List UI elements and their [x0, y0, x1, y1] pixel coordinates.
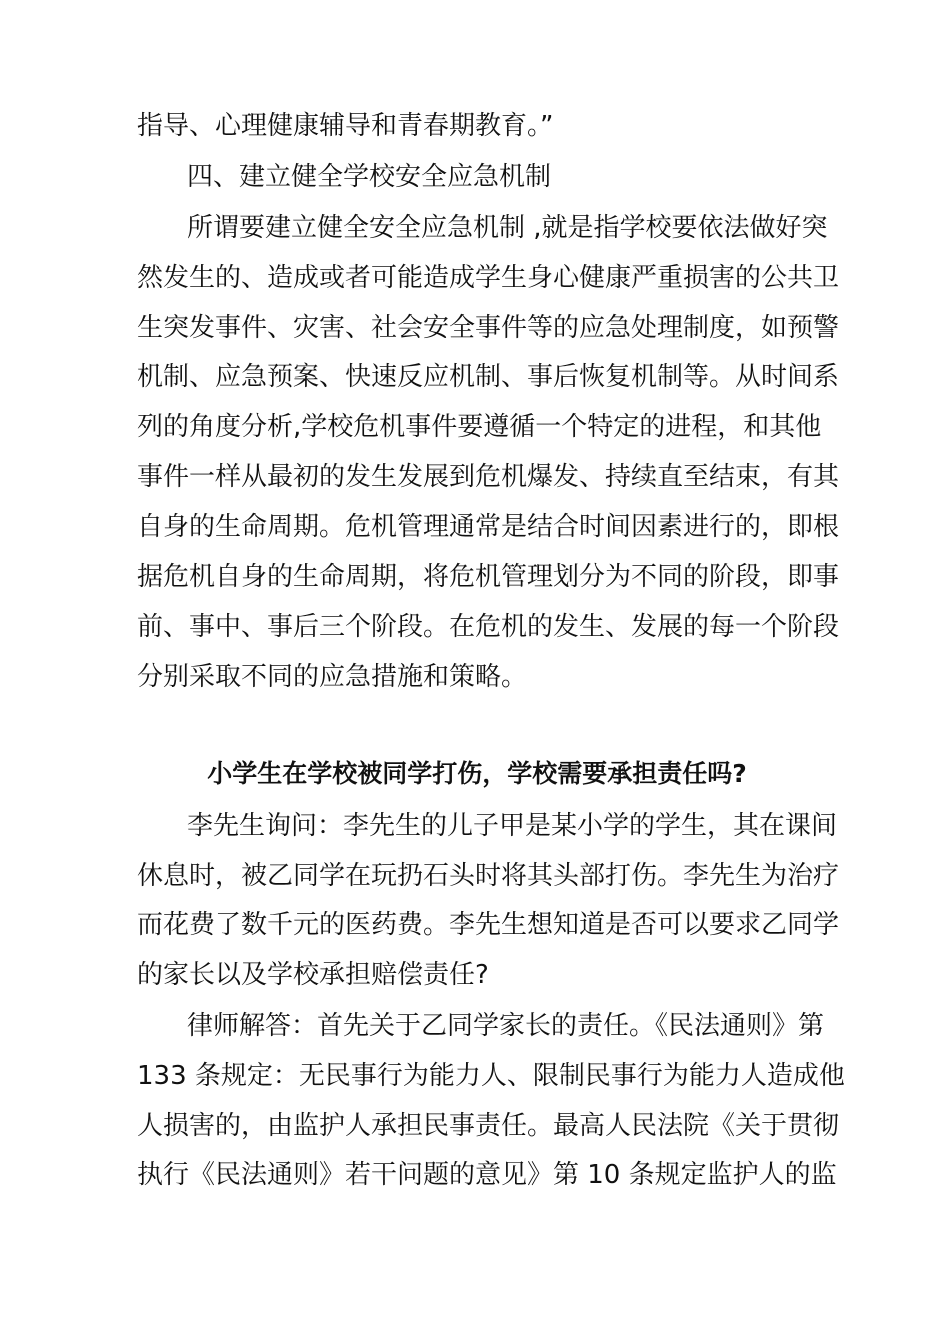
paragraph-line: 机制、应急预案、快速反应机制、事后恢复机制等。从时间系: [137, 362, 840, 392]
paragraph-line: 133 条规定：无民事行为能力人、限制民事行为能力人造成他: [137, 1061, 845, 1091]
paragraph-line: 然发生的、造成或者可能造成学生身心健康严重损害的公共卫: [137, 263, 840, 293]
paragraph-line: 李先生询问：李先生的儿子甲是某小学的学生，其在课间: [187, 811, 838, 841]
paragraph-line: 而花费了数千元的医药费。李先生想知道是否可以要求乙同学: [137, 910, 840, 940]
paragraph-line: 生突发事件、灾害、社会安全事件等的应急处理制度，如预警: [137, 313, 840, 343]
paragraph-line: 前、事中、事后三个阶段。在危机的发生、发展的每一个阶段: [137, 612, 840, 642]
paragraph-line: 自身的生命周期。危机管理通常是结合时间因素进行的，即根: [137, 512, 840, 542]
paragraph-line: 指导、心理健康辅导和青春期教育。”: [137, 111, 554, 141]
paragraph-line: 据危机自身的生命周期，将危机管理划分为不同的阶段，即事: [137, 562, 840, 592]
paragraph-line: 的家长以及学校承担赔偿责任?: [137, 960, 489, 990]
paragraph-line: 列的角度分析,学校危机事件要遵循一个特定的进程，和其他: [137, 412, 822, 442]
section-heading-4: 四、建立健全学校安全应急机制: [187, 162, 552, 192]
article-title: 小学生在学校被同学打伤，学校需要承担责任吗?: [207, 759, 747, 788]
paragraph-line: 事件一样从最初的发生发展到危机爆发、持续直至结束，有其: [137, 462, 840, 492]
paragraph-line: 分别采取不同的应急措施和策略。: [137, 662, 528, 692]
paragraph-line: 所谓要建立健全安全应急机制 ,就是指学校要依法做好突: [187, 213, 828, 243]
paragraph-line: 人损害的，由监护人承担民事责任。最高人民法院《关于贯彻: [137, 1111, 840, 1141]
paragraph-line: 执行《民法通则》若干问题的意见》第 10 条规定监护人的监: [137, 1160, 837, 1190]
paragraph-line: 休息时，被乙同学在玩扔石头时将其头部打伤。李先生为治疗: [137, 861, 840, 891]
paragraph-line: 律师解答：首先关于乙同学家长的责任。《民法通则》第: [187, 1011, 825, 1041]
